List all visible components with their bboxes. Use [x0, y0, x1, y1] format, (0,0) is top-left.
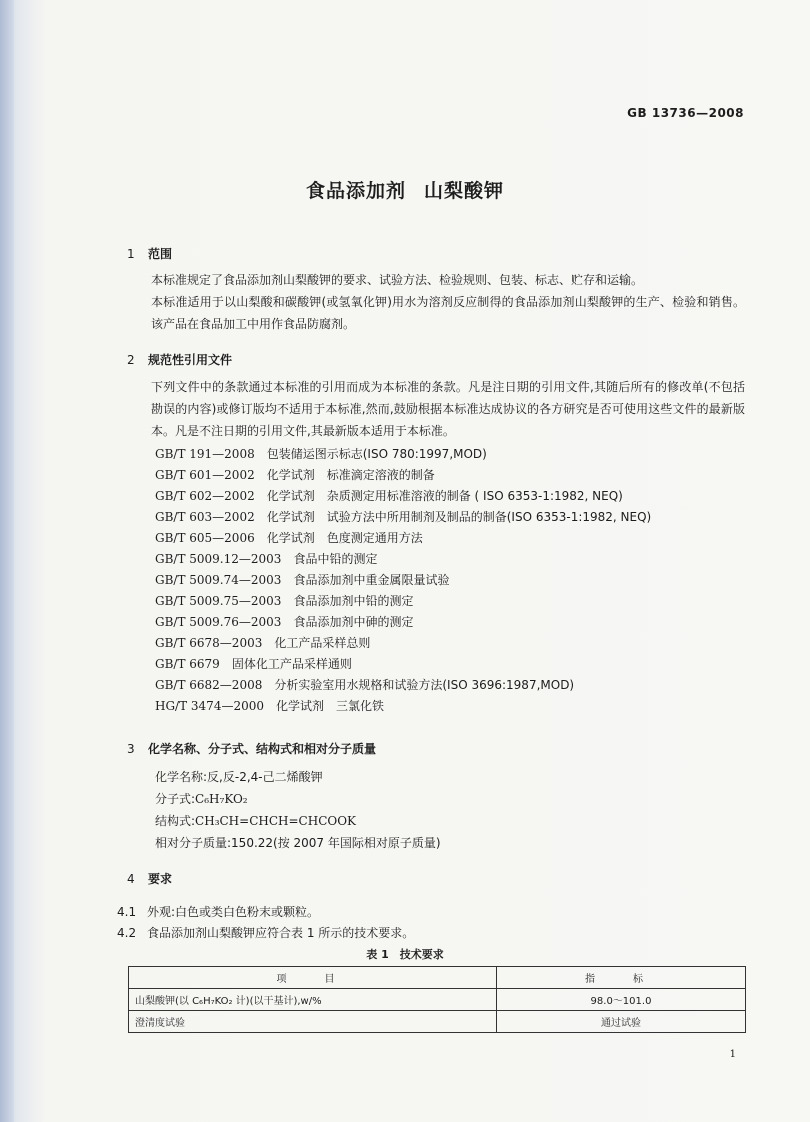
- title-part-1: 食品添加剂: [305, 180, 406, 202]
- paragraph: 本标准规定了食品添加剂山梨酸钾的要求、试验方法、检验规则、包装、标志、贮存和运输。: [151, 273, 644, 287]
- section-3-heading: [127, 740, 376, 757]
- table-cell-item: 澄清度试验: [129, 1011, 497, 1033]
- paragraph: 本标准适用于以山梨酸和碳酸钾(或氢氧化钾)用水为溶剂反应制得的食品添加剂山梨酸钾的生产、检验和销售。该产品在食品加工中用作食品防腐剂。: [151, 295, 745, 331]
- reference-code: HG/T 3474—2000: [155, 699, 264, 713]
- reference-item: [155, 507, 745, 528]
- reference-title: 化学试剂 杂质测定用标准溶液的制备 ( ISO 6353-1:1982, NEQ): [266, 489, 623, 503]
- section-number: 1: [127, 247, 135, 261]
- column-header: 指 标: [497, 967, 746, 989]
- reference-item: [155, 528, 745, 549]
- structural-formula-line: [155, 810, 441, 832]
- reference-code: GB/T 5009.75—2003: [155, 594, 282, 608]
- section-number: 2: [127, 353, 135, 367]
- table-header-row: [129, 967, 746, 989]
- page-number: 1: [729, 1049, 736, 1060]
- clause-text: 食品添加剂山梨酸钾应符合表 1 所示的技术要求。: [147, 926, 415, 940]
- reference-item: [155, 612, 745, 633]
- table-row: [129, 1011, 746, 1033]
- clause-number: 4.2: [117, 926, 137, 940]
- requirement-item: [117, 924, 414, 941]
- reference-item: [155, 591, 745, 612]
- molecular-formula-value: C₆H₇KO₂: [195, 792, 248, 806]
- molecular-mass-value: 150.22(按 2007 年国际相对原子质量): [231, 836, 441, 850]
- reference-title: 化学试剂 色度测定通用方法: [266, 531, 423, 545]
- molecular-formula-label: 分子式:: [155, 792, 196, 806]
- reference-code: GB/T 191—2008: [155, 447, 255, 461]
- reference-title: 食品添加剂中砷的测定: [293, 615, 414, 629]
- table-cell-value: 98.0～101.0: [497, 989, 746, 1011]
- chemical-name-line: [155, 766, 441, 788]
- reference-title: 分析实验室用水规格和试验方法(ISO 3696:1987,MOD): [274, 678, 575, 692]
- document-title: [0, 176, 810, 203]
- table-row: [129, 989, 746, 1011]
- molecular-mass-line: [155, 832, 441, 854]
- table-caption: 表 1 技术要求: [366, 948, 444, 961]
- reference-title: 化学试剂 标准滴定溶液的制备: [266, 468, 435, 482]
- reference-code: GB/T 6682—2008: [155, 678, 263, 692]
- table-cell-value: 通过试验: [497, 1011, 746, 1033]
- reference-item: [155, 444, 745, 465]
- section-4-heading: [127, 870, 172, 887]
- reference-list: [155, 444, 745, 717]
- reference-item: [155, 465, 745, 486]
- reference-item: [155, 675, 745, 696]
- section-title: 化学名称、分子式、结构式和相对分子质量: [148, 742, 377, 756]
- reference-title: 化学试剂 试验方法中所用制剂及制品的制备(ISO 6353-1:1982, NEQ): [266, 510, 652, 524]
- section-title: 要求: [148, 872, 173, 886]
- column-header: 项 目: [129, 967, 497, 989]
- reference-code: GB/T 6679: [155, 657, 220, 671]
- requirement-item: [117, 903, 319, 920]
- chemical-name-value: 反,反-2,4-己二烯酸钾: [207, 770, 323, 784]
- paragraph: 下列文件中的条款通过本标准的引用而成为本标准的条款。凡是注日期的引用文件,其随后所有的修改单(不包括勘误的内容)或修订版均不适用于本标准,然而,鼓励根据本标准达成协议的各方研究是否可使用这些文件的最新版本。凡是不注日期的引用文件,其最新版本适用于本标准。: [151, 380, 745, 438]
- section-title: 规范性引用文件: [148, 353, 233, 367]
- reference-title: 食品添加剂中重金属限量试验: [293, 573, 450, 587]
- chemical-name-label: 化学名称:: [155, 770, 208, 784]
- reference-title: 化工产品采样总则: [274, 636, 371, 650]
- molecular-mass-label: 相对分子质量:: [155, 836, 232, 850]
- technical-requirements-table: [128, 966, 746, 1033]
- standard-code: GB 13736—2008: [627, 106, 744, 120]
- table-cell-item: 山梨酸钾(以 C₆H₇KO₂ 计)(以干基计),w/%: [129, 989, 497, 1011]
- section-number: 4: [127, 872, 135, 886]
- reference-code: GB/T 5009.12—2003: [155, 552, 282, 566]
- reference-code: GB/T 602—2002: [155, 489, 255, 503]
- clause-text: 外观:白色或类白色粉末或颗粒。: [147, 905, 320, 919]
- title-part-2: 山梨酸钾: [424, 180, 505, 202]
- reference-code: GB/T 5009.76—2003: [155, 615, 282, 629]
- molecular-formula-line: [155, 788, 441, 810]
- section-1-heading: [127, 245, 172, 262]
- chemical-info: [155, 766, 441, 854]
- reference-title: 食品中铅的测定: [293, 552, 378, 566]
- reference-code: GB/T 601—2002: [155, 468, 255, 482]
- reference-code: GB/T 603—2002: [155, 510, 255, 524]
- structural-formula-value: CH₃CH=CHCH=CHCOOK: [195, 814, 357, 828]
- reference-code: GB/T 605—2006: [155, 531, 255, 545]
- section-2-body: [127, 376, 745, 442]
- section-title: 范围: [148, 247, 173, 261]
- section-1-body: [127, 269, 745, 335]
- reference-title: 化学试剂 三氯化铁: [276, 699, 385, 713]
- structural-formula-label: 结构式:: [155, 814, 196, 828]
- reference-title: 食品添加剂中铅的测定: [293, 594, 414, 608]
- reference-code: GB/T 6678—2003: [155, 636, 263, 650]
- section-number: 3: [127, 742, 135, 756]
- reference-item: [155, 633, 745, 654]
- reference-item: [155, 486, 745, 507]
- section-2-heading: [127, 351, 232, 368]
- reference-title: 固体化工产品采样通则: [231, 657, 352, 671]
- reference-title: 包装储运图示标志(ISO 780:1997,MOD): [266, 447, 487, 461]
- reference-item: [155, 570, 745, 591]
- reference-item: [155, 696, 745, 717]
- clause-number: 4.1: [117, 905, 137, 919]
- reference-code: GB/T 5009.74—2003: [155, 573, 282, 587]
- reference-item: [155, 654, 745, 675]
- reference-item: [155, 549, 745, 570]
